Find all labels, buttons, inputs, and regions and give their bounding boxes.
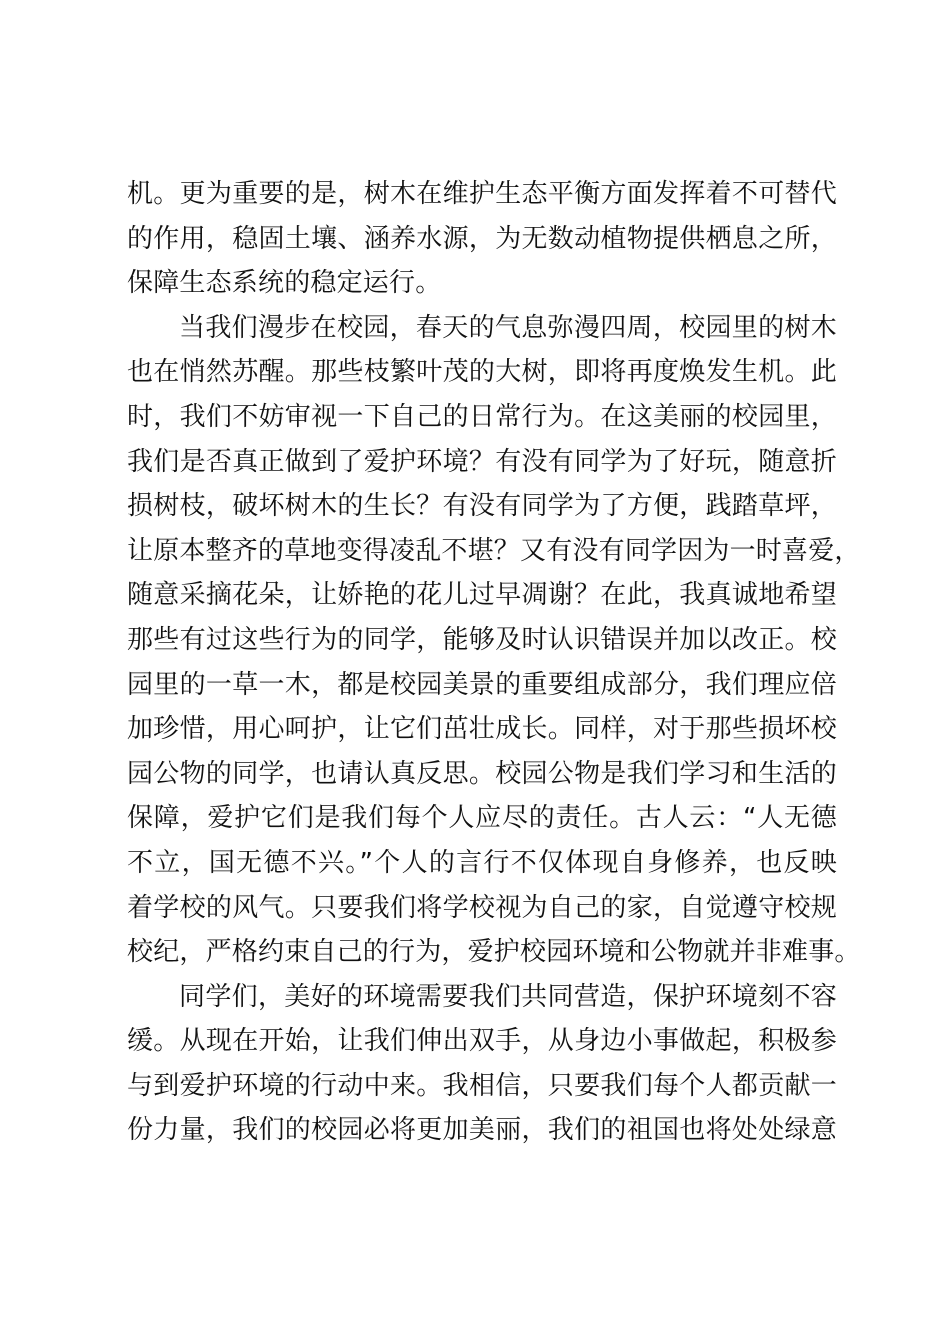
text-line: 随意采摘花朵，让娇艳的花儿过早凋谢？在此，我真诚地希望 <box>127 580 837 611</box>
text-line: 校纪，严格约束自己的行为，爱护校园环境和公物就并非难事。 <box>127 937 861 968</box>
text-line: 那些有过这些行为的同学，能够及时认识错误并加以改正。校 <box>127 624 837 655</box>
text-line: 我们是否真正做到了爱护环境？有没有同学为了好玩，随意折 <box>127 446 837 477</box>
text-line: 同学们，美好的环境需要我们共同营造，保护环境刻不容 <box>179 981 837 1012</box>
text-line: 园里的一草一木，都是校园美景的重要组成部分，我们理应倍 <box>127 669 837 700</box>
text-line: 损树枝，破坏树木的生长？有没有同学为了方便，践踏草坪， <box>127 491 837 522</box>
text-line: 让原本整齐的草地变得凌乱不堪？又有没有同学因为一时喜爱， <box>127 535 861 566</box>
text-line: 加珍惜，用心呵护，让它们茁壮成长。同样，对于那些损坏校 <box>127 714 837 745</box>
body-text <box>127 172 861 1153</box>
text-line: 着学校的风气。只要我们将学校视为自己的家，自觉遵守校规 <box>127 892 837 923</box>
text-line: 当我们漫步在校园，春天的气息弥漫四周，校园里的树木 <box>179 312 837 343</box>
text-line: 的作用，稳固土壤、涵养水源，为无数动植物提供栖息之所， <box>127 223 837 254</box>
text-line: 保障，爱护它们是我们每个人应尽的责任。古人云：“人无德 <box>127 803 837 834</box>
text-line: 机。更为重要的是，树木在维护生态平衡方面发挥着不可替代 <box>127 179 837 209</box>
text-line: 保障生态系统的稳定运行。 <box>127 268 442 299</box>
text-line: 缓。从现在开始，让我们伸出双手，从身边小事做起，积极参 <box>127 1026 837 1057</box>
text-line: 时，我们不妨审视一下自己的日常行为。在这美丽的校园里， <box>127 401 837 432</box>
text-line: 不立，国无德不兴。”个人的言行不仅体现自身修养，也反映 <box>127 847 837 878</box>
text-line: 份力量，我们的校园必将更加美丽，我们的祖国也将处处绿意 <box>127 1115 837 1146</box>
text-line: 也在悄然苏醒。那些枝繁叶茂的大树，即将再度焕发生机。此 <box>127 357 837 388</box>
text-line: 与到爱护环境的行动中来。我相信，只要我们每个人都贡献一 <box>127 1070 837 1101</box>
text-line: 园公物的同学，也请认真反思。校园公物是我们学习和生活的 <box>127 758 837 789</box>
